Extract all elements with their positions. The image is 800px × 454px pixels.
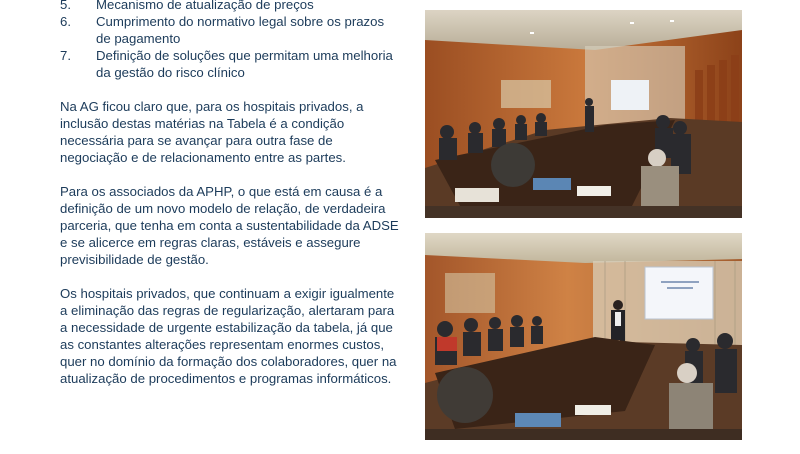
list-item bbox=[60, 13, 400, 47]
numbered-list bbox=[60, 0, 400, 81]
meeting-photo-2 bbox=[425, 233, 742, 440]
paragraph-ag: Na AG ficou claro que, para os hospitais privados, a inclusão destas matérias na Tabela é a condição necessária para se avançar para outra fase de negociação e de relacionamento entre as partes. bbox=[60, 99, 364, 165]
list-text: Mecanismo de atualização de preços bbox=[96, 0, 314, 12]
list-item bbox=[60, 0, 400, 13]
paragraph-aphp: Para os associados da APHP, o que está em causa é a definição de um novo modelo de relação, de verdadeira parceria, que tenha em conta a sustentabilidade da ADSE e se alicerce em regras claras, estáveis e assegure previsibilidade de gestão. bbox=[60, 184, 399, 267]
paragraph-hospitals: Os hospitais privados, que continuam a exigir igualmente a eliminação das regras de regularização, alertaram para a necessidade de urgente estabilização da tabela, já que as constantes alterações representam enormes custos, quer no domínio da formação dos colaboradores, quer na atualização de procedimentos e programas informáticos. bbox=[60, 286, 397, 386]
list-text: Cumprimento do normativo legal sobre os prazos de pagamento bbox=[96, 14, 385, 46]
list-number: 5. bbox=[60, 0, 71, 12]
list-number: 6. bbox=[60, 14, 71, 29]
list-text: Definição de soluções que permitam uma melhoria da gestão do risco clínico bbox=[96, 48, 393, 80]
list-number: 7. bbox=[60, 48, 71, 63]
meeting-photo-1 bbox=[425, 10, 742, 218]
article-text bbox=[60, 0, 400, 387]
list-item bbox=[60, 47, 400, 81]
